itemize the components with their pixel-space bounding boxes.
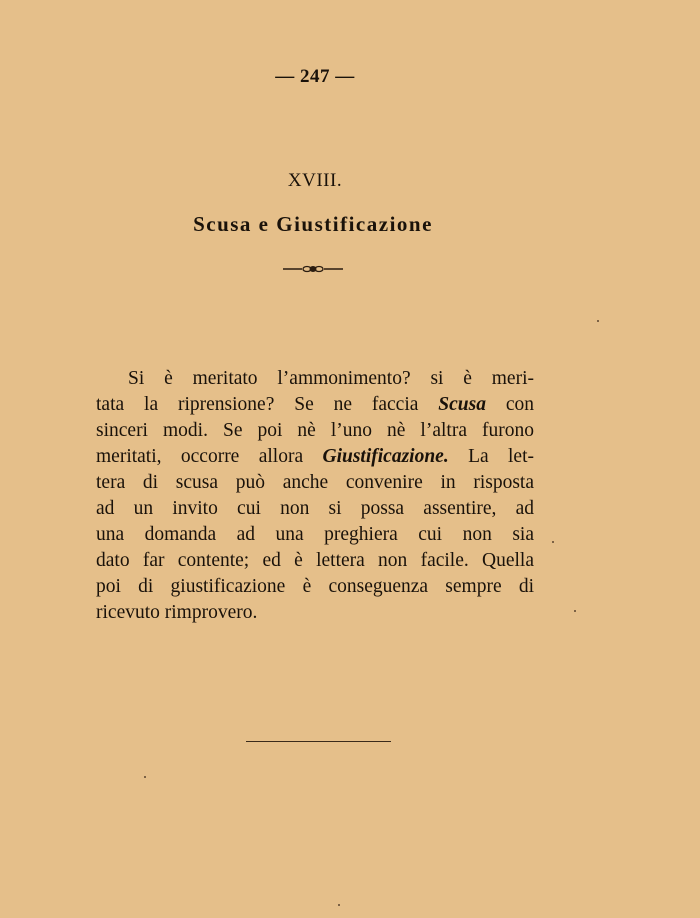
- page-number: — 247 —: [275, 66, 355, 87]
- text-line: dato far contente; ed è lettera non facile. Quella: [96, 550, 534, 571]
- paper-speck: [597, 320, 599, 322]
- text-line: tera di scusa può anche convenire in risposta: [96, 472, 534, 493]
- body-paragraph: [96, 366, 534, 626]
- emphasis-scusa: Scusa: [438, 394, 486, 415]
- text-line: meritati, occorre allora Giustificazione. La let-: [96, 446, 534, 467]
- text-line: una domanda ad una preghiera cui non sia: [96, 524, 534, 545]
- paper-speck: [144, 776, 146, 778]
- paper-speck: [338, 904, 340, 906]
- text-line: ricevuto rimprovero.: [96, 602, 258, 623]
- emphasis-giustificazione: Giustificazione.: [322, 446, 449, 467]
- text-line: tata la riprensione? Se ne faccia Scusa con: [96, 394, 534, 415]
- text-line: Si è meritato l’ammonimento? si è meri-: [128, 368, 534, 389]
- text-line: poi di giustificazione è conseguenza sempre di: [96, 576, 534, 597]
- end-rule-divider: [246, 741, 391, 742]
- paper-speck: [552, 541, 554, 543]
- chapter-title: Scusa e Giustificazione: [193, 212, 433, 236]
- text-line: sinceri modi. Se poi nè l’uno nè l’altra furono: [96, 420, 534, 441]
- text-line: ad un invito cui non si possa assentire, ad: [96, 498, 534, 519]
- paper-speck: [574, 610, 576, 612]
- chapter-number: XVIII.: [287, 170, 343, 191]
- ornament-divider-icon: [282, 262, 344, 276]
